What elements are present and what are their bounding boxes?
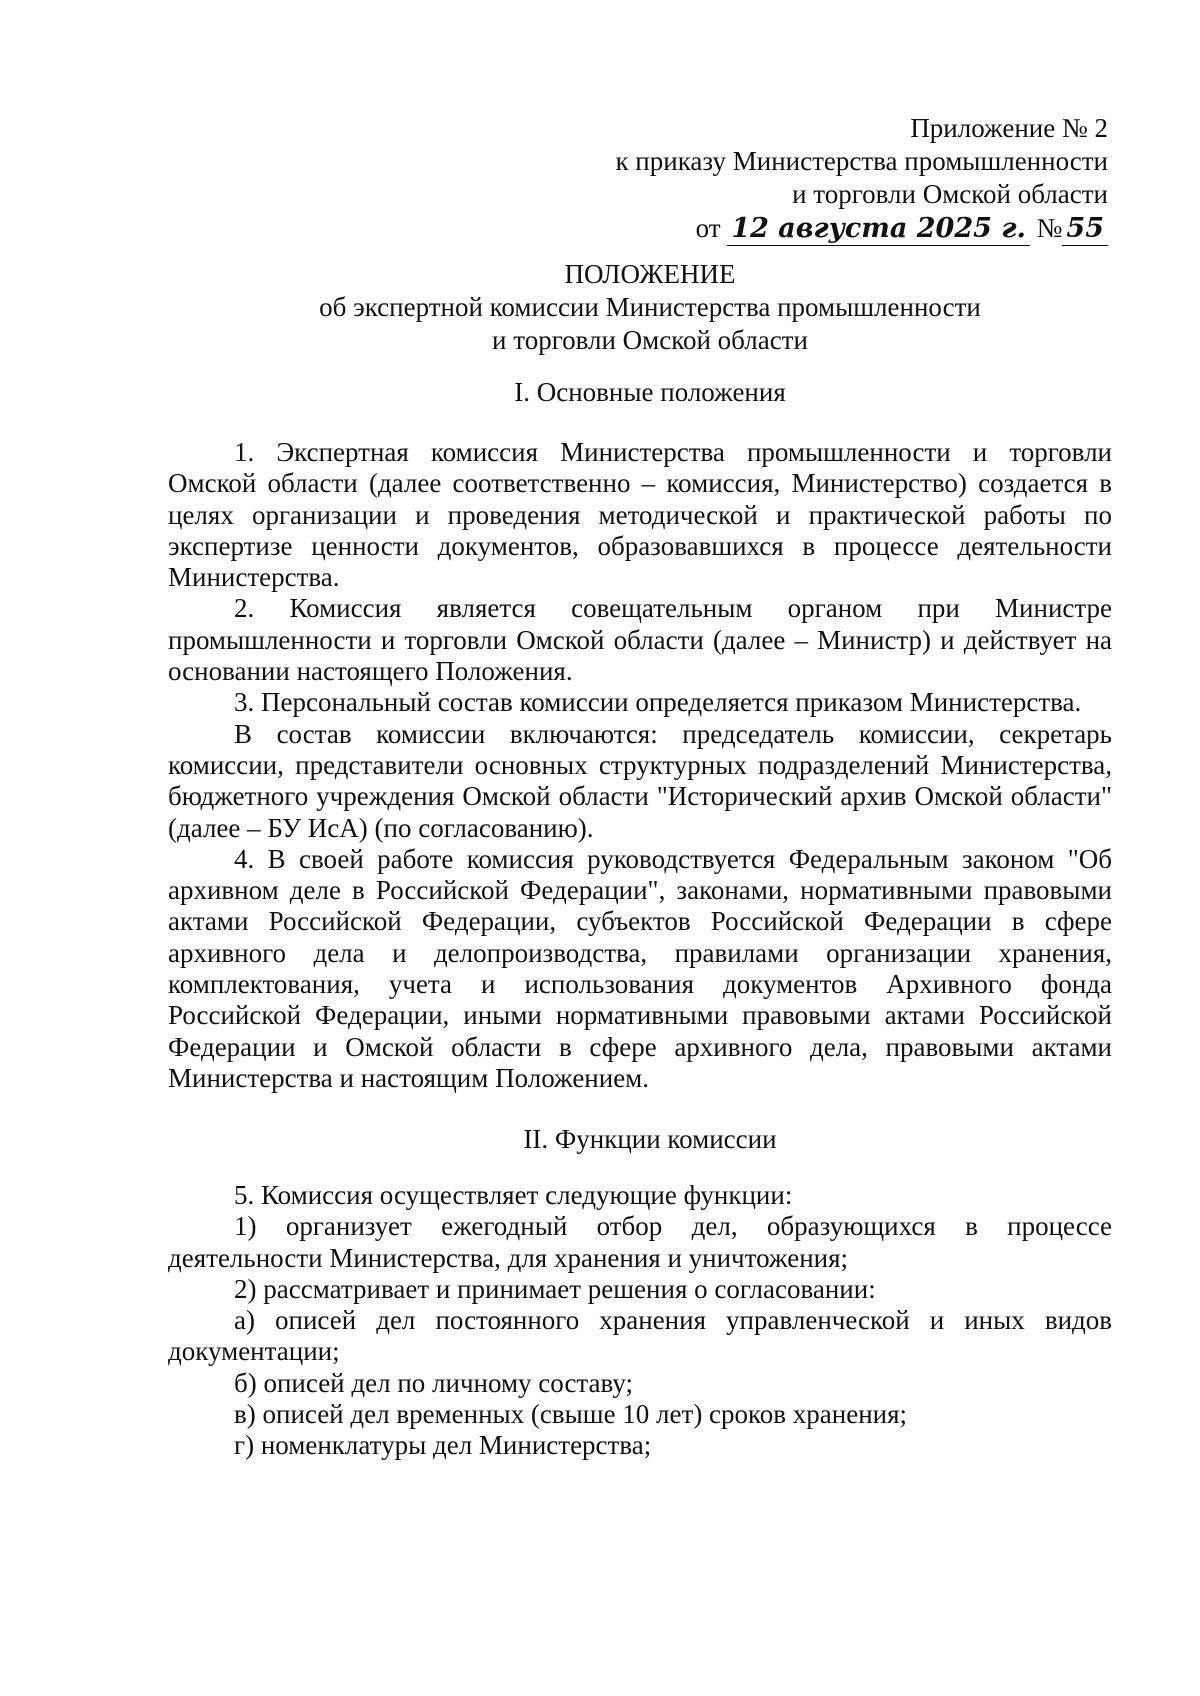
section-1-body [168, 437, 1112, 1094]
document-title [0, 258, 1200, 357]
paragraph: в) описей дел временных (свыше 10 лет) сроков хранения; [234, 1399, 908, 1430]
paragraph: 3. Персональный состав комиссии определяется приказом Министерства. [234, 687, 1082, 718]
handwritten-date: 12 августа 2025 г. [727, 212, 1030, 246]
paragraph: В состав комиссии включаются: председатель комиссии, секретарь комиссии, представители основных структурных подразделений Министерства, бюджетного учреждения Омской области "Исторический архив Омской области" (далее – БУ ИсА) (по согласованию). [168, 718, 1112, 843]
appendix-number: Приложение № 2 [910, 113, 1108, 143]
date-prefix: от [695, 213, 721, 243]
appendix-order-ref: к приказу Министерства промышленности [615, 146, 1108, 176]
paragraph: 5. Комиссия осуществляет следующие функции: [234, 1180, 793, 1210]
section-1-heading: I. Основные положения [514, 377, 786, 407]
section-2-heading: II. Функции комиссии [523, 1124, 777, 1154]
paragraph: 2. Комиссия является совещательным органом при Министре промышленности и торговли Омской области (далее – Министр) и действует на основании настоящего Положения. [168, 593, 1112, 687]
title-sub-1: об экспертной комиссии Министерства промышленности [319, 292, 981, 322]
handwritten-number: 55 [1062, 212, 1108, 246]
appendix-order-ref-cont: и торговли Омской области [792, 179, 1108, 209]
section-2-body [168, 1180, 1112, 1462]
number-prefix: № [1036, 213, 1063, 243]
paragraph: 2) рассматривает и принимает решения о согласовании: [234, 1273, 876, 1304]
title-main: ПОЛОЖЕНИЕ [564, 259, 736, 289]
appendix-header [615, 112, 1108, 246]
paragraph: г) номенклатуры дел Министерства; [234, 1430, 652, 1461]
order-date-line [615, 212, 1108, 246]
paragraph: 4. В своей работе комиссия руководствуется Федеральным законом "Об архивном деле в Российской Федерации", законами, нормативными правовыми актами Российской Федерации, субъектов Российской Федерации в сфере архивного дела и делопроизводства, правилами организации хранения, комплектования, учета и использования документов Архивного фонда Российской Федерации, иными нормативными правовыми актами Российской Федерации и Омской области в сфере архивного дела, правовыми актами Министерства и настоящим Положением. [168, 843, 1112, 1093]
paragraph: а) описей дел постоянного хранения управленческой и иных видов документации; [168, 1305, 1112, 1367]
paragraph: 1. Экспертная комиссия Министерства промышленности и торговли Омской области (далее соответственно – комиссия, Министерство) создается в целях организации и проведения методической и практической работы по экспертизе ценности документов, образовавшихся в процессе деятельности Министерства. [168, 437, 1112, 593]
title-sub-2: и торговли Омской области [492, 325, 808, 355]
paragraph: 1) организует ежегодный отбор дел, образующихся в процессе деятельности Министерства, для хранения и уничтожения; [168, 1211, 1112, 1273]
paragraph: б) описей дел по личному составу; [234, 1367, 634, 1398]
